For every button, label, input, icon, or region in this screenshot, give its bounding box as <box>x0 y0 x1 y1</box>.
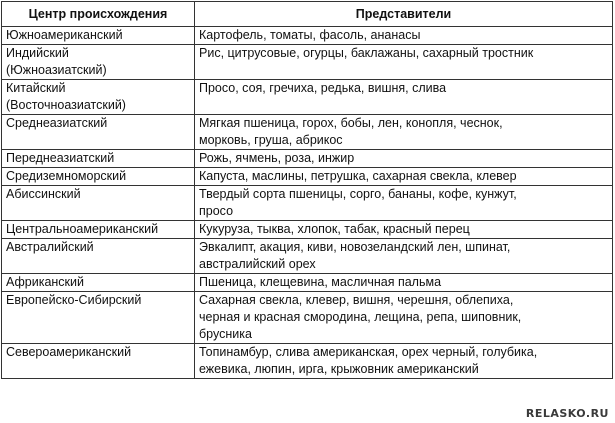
table-row <box>2 150 613 168</box>
plants-cell: Рожь, ячмень, роза, инжир <box>195 150 613 168</box>
center-cell: Переднеазиатский <box>2 150 195 168</box>
table-row <box>2 115 613 150</box>
plants-cell: Кукуруза, тыква, хлопок, табак, красный перец <box>195 221 613 239</box>
plants-cell: Рис, цитрусовые, огурцы, баклажаны, сахарный тростник <box>195 45 613 80</box>
center-cell: Китайский (Восточноазиатский) <box>2 80 195 115</box>
table-row <box>2 186 613 221</box>
center-cell: Центральноамериканский <box>2 221 195 239</box>
plants-cell: Твердый сорта пшеницы, сорго, бананы, кофе, кунжут, просо <box>195 186 613 221</box>
center-cell: Абиссинский <box>2 186 195 221</box>
header-center: Центр происхождения <box>2 2 195 27</box>
table-row <box>2 292 613 344</box>
center-cell: Южноамериканский <box>2 27 195 45</box>
table-row <box>2 344 613 379</box>
table-row <box>2 274 613 292</box>
center-cell: Средиземноморский <box>2 168 195 186</box>
table-row <box>2 80 613 115</box>
center-cell: Индийский (Южноазиатский) <box>2 45 195 80</box>
plants-cell: Пшеница, клещевина, масличная пальма <box>195 274 613 292</box>
origin-centers-table <box>1 1 613 379</box>
plants-cell: Капуста, маслины, петрушка, сахарная свекла, клевер <box>195 168 613 186</box>
plants-cell: Топинамбур, слива американская, орех черный, голубика, ежевика, люпин, ирга, крыжовник американский <box>195 344 613 379</box>
plants-cell: Мягкая пшеница, горох, бобы, лен, конопля, чеснок, морковь, груша, абрикос <box>195 115 613 150</box>
header-plants: Представители <box>195 2 613 27</box>
table-row <box>2 168 613 186</box>
plants-cell: Картофель, томаты, фасоль, ананасы <box>195 27 613 45</box>
table-row <box>2 27 613 45</box>
table-row <box>2 221 613 239</box>
table-row <box>2 239 613 274</box>
table-row <box>2 45 613 80</box>
center-cell: Африканский <box>2 274 195 292</box>
header-row <box>2 2 613 27</box>
center-cell: Североамериканский <box>2 344 195 379</box>
center-cell: Среднеазиатский <box>2 115 195 150</box>
center-cell: Европейско-Сибирский <box>2 292 195 344</box>
plants-cell: Эвкалипт, акация, киви, новозеландский лен, шпинат, австралийский орех <box>195 239 613 274</box>
plants-cell: Сахарная свекла, клевер, вишня, черешня, облепиха, черная и красная смородина, лещина, репа, шиповник, брусника <box>195 292 613 344</box>
plants-cell: Просо, соя, гречиха, редька, вишня, слива <box>195 80 613 115</box>
site-watermark: RELASKO.RU <box>525 407 609 420</box>
center-cell: Австралийский <box>2 239 195 274</box>
